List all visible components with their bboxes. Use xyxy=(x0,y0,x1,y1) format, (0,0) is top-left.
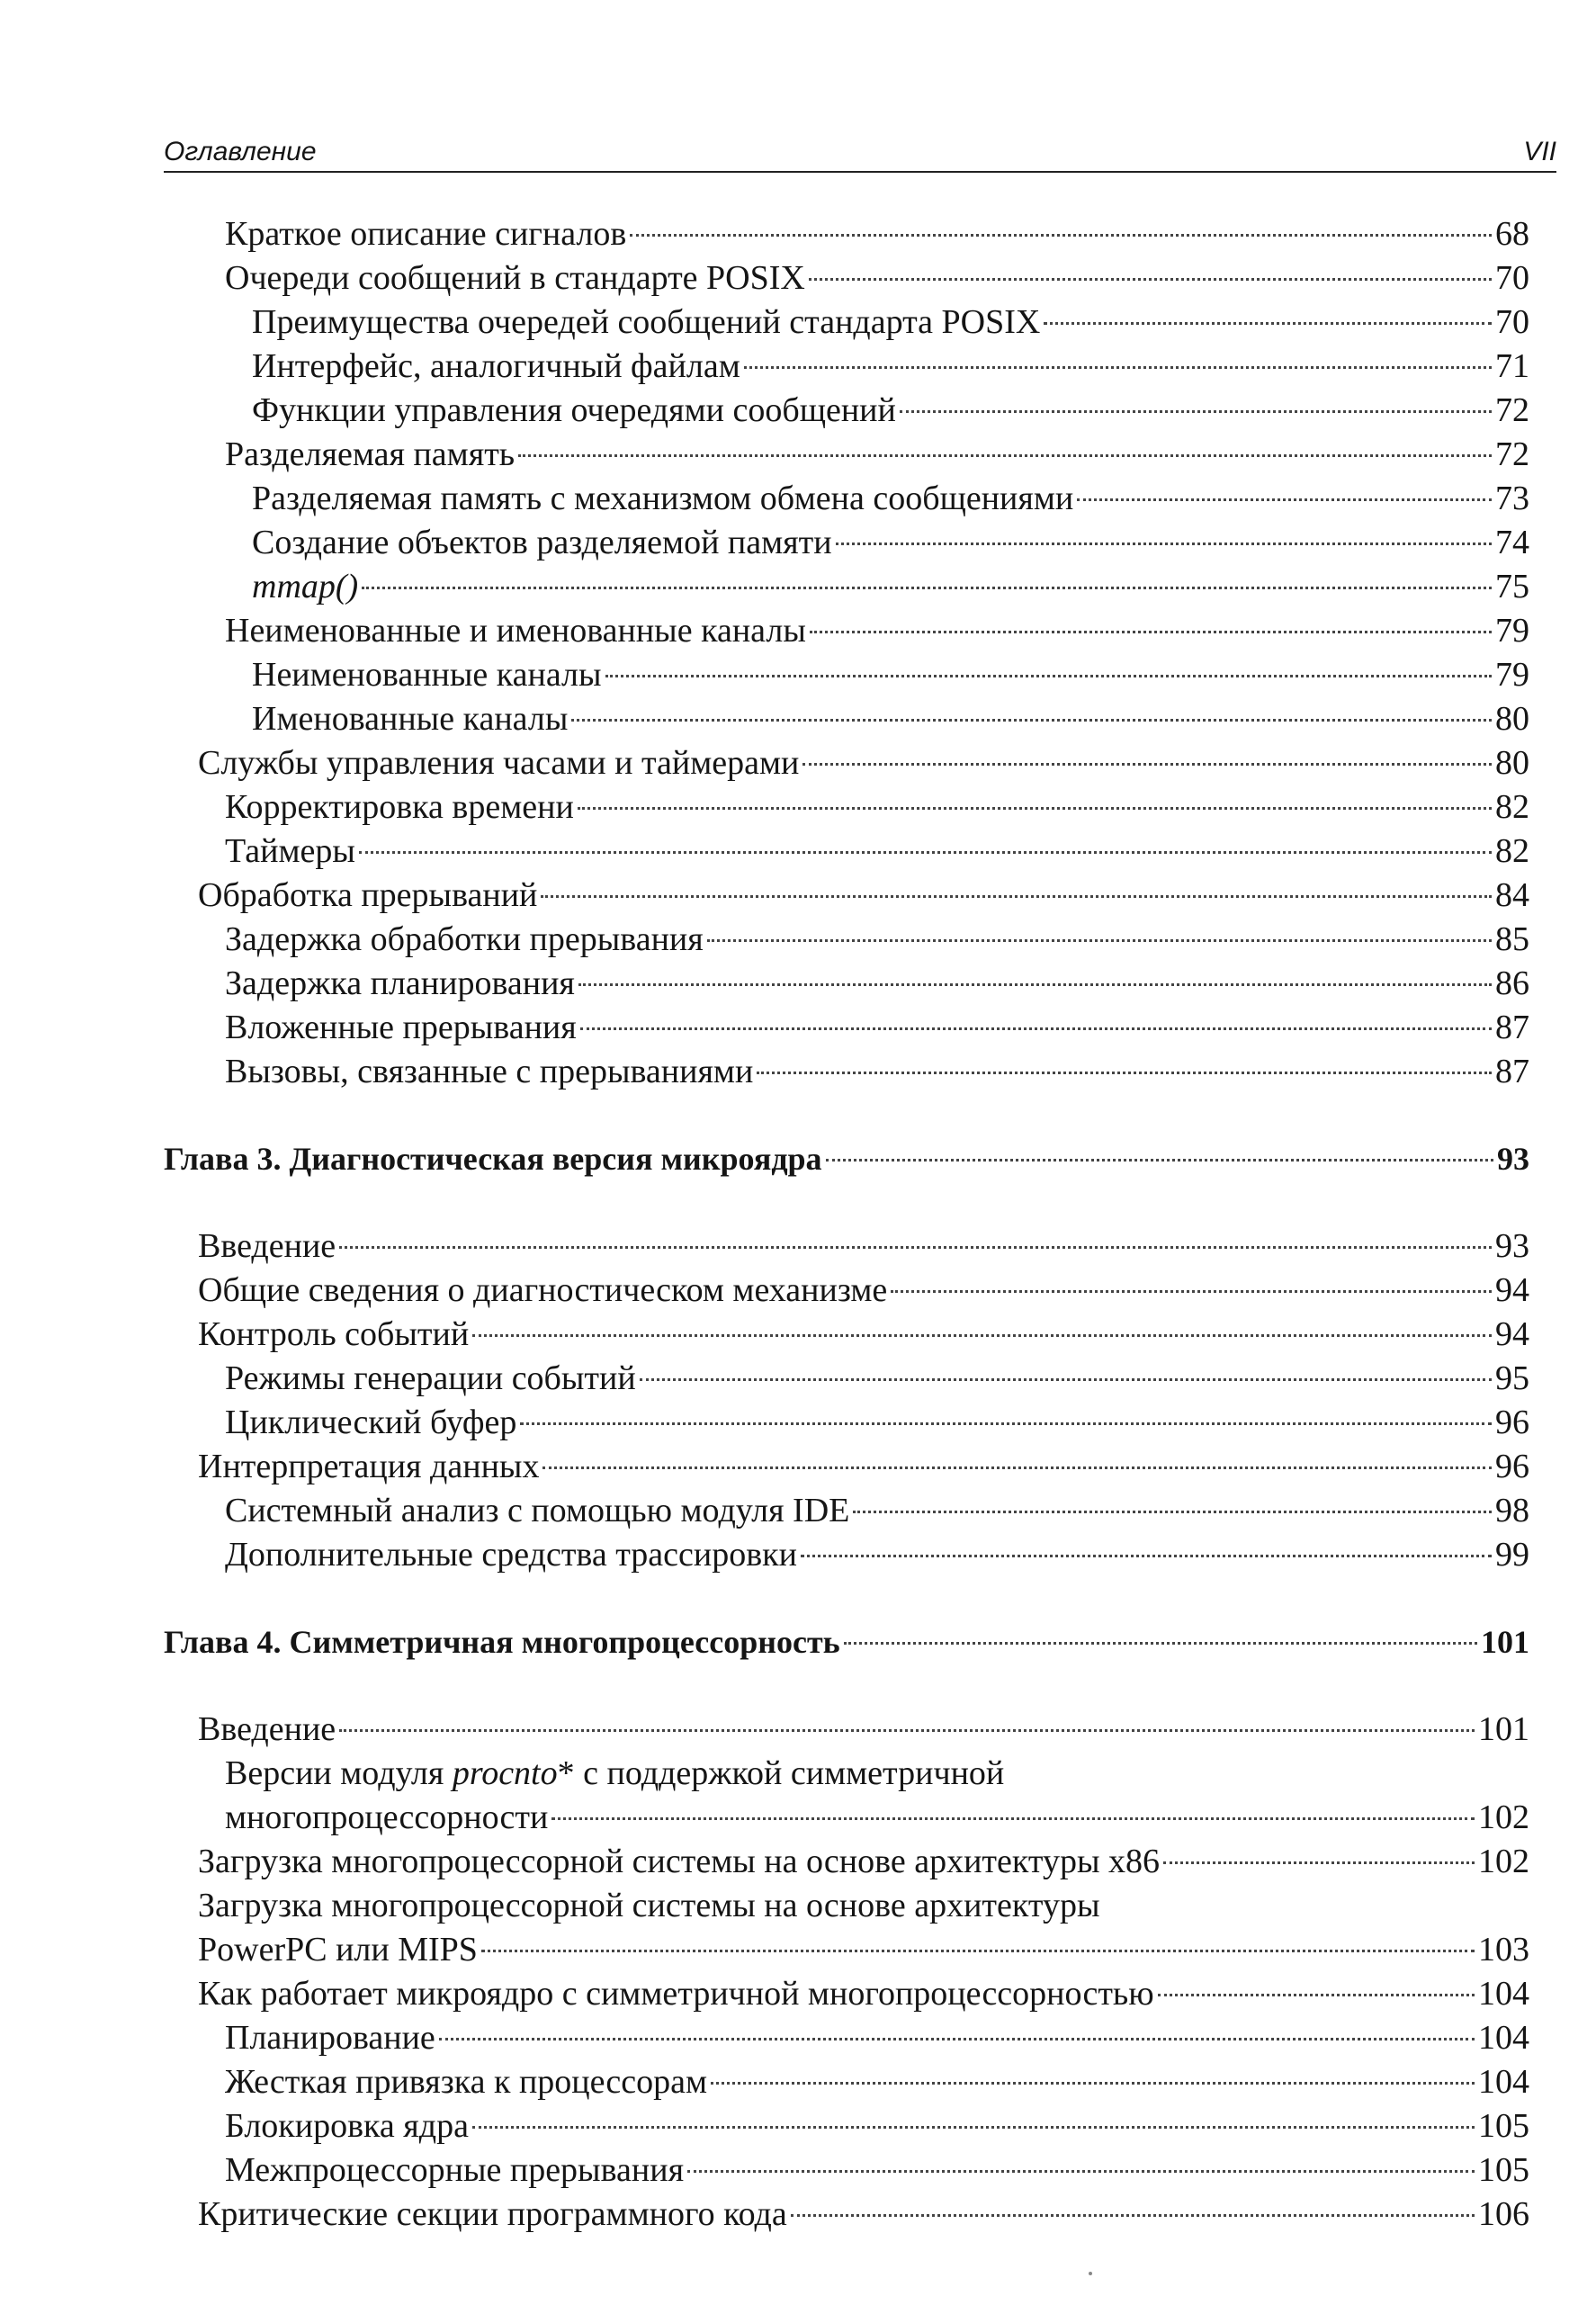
dot-leader xyxy=(711,2082,1475,2085)
toc-entry[interactable] xyxy=(164,433,1529,477)
toc-entry-line xyxy=(225,2104,1529,2148)
toc-entry-line xyxy=(252,477,1529,521)
toc-entry[interactable] xyxy=(164,477,1529,521)
toc-entry-title: Режимы генерации событий xyxy=(225,1359,636,1397)
toc-entry-title: Краткое описание сигналов xyxy=(225,215,627,253)
toc-entry-title: Глава 3. Диагностическая версия микроядра xyxy=(164,1141,822,1177)
toc-entry[interactable] xyxy=(164,874,1529,918)
toc-entry[interactable] xyxy=(164,1840,1529,1884)
toc-entry-page-number: 87 xyxy=(1495,1009,1529,1046)
toc-entry-page-number: 68 xyxy=(1495,215,1529,253)
toc-entry-line xyxy=(225,962,1529,1006)
dot-leader xyxy=(757,1072,1492,1074)
toc-entry-page-number: 70 xyxy=(1495,303,1529,341)
toc-entry-page-number: 94 xyxy=(1495,1315,1529,1353)
toc-entry[interactable] xyxy=(164,1050,1529,1094)
toc-entry-title: Глава 4. Симметричная многопроцессорность xyxy=(164,1624,840,1660)
toc-entry-title: Интерфейс, аналогичный файлам xyxy=(252,347,740,385)
toc-entry[interactable] xyxy=(164,609,1529,653)
toc-entry-line xyxy=(225,2148,1529,2193)
toc-entry-page-number: 105 xyxy=(1478,2151,1529,2189)
toc-entry[interactable] xyxy=(164,1884,1529,1972)
toc-entry[interactable] xyxy=(164,830,1529,874)
dot-leader xyxy=(571,719,1492,722)
toc-entry-page-number: 75 xyxy=(1495,568,1529,605)
dot-leader xyxy=(439,2038,1475,2040)
toc-entry-line xyxy=(198,1224,1529,1269)
toc-chapter-heading[interactable] xyxy=(164,1137,1529,1181)
dot-leader xyxy=(518,454,1492,457)
toc-entry-line xyxy=(198,741,1529,785)
toc-entry-line xyxy=(225,2016,1529,2060)
toc-entry-line xyxy=(225,1357,1529,1401)
toc-entry-line xyxy=(252,345,1529,389)
toc-entry-page-number: 95 xyxy=(1495,1359,1529,1397)
dot-leader xyxy=(826,1159,1493,1161)
toc-entry-title: Планирование xyxy=(225,2019,435,2057)
toc-entry-line xyxy=(198,1445,1529,1489)
toc-entry-page-number: 86 xyxy=(1495,964,1529,1002)
toc-entry[interactable] xyxy=(164,389,1529,433)
toc-entry[interactable] xyxy=(164,2148,1529,2193)
toc-entry-title-first-line xyxy=(225,1752,1529,1796)
toc-entry-page-number: 98 xyxy=(1495,1492,1529,1529)
toc-entry-line xyxy=(252,565,1529,609)
dot-leader xyxy=(339,1729,1475,1732)
toc-entry-line xyxy=(225,1796,1529,1840)
toc-entry-title: mmap() xyxy=(252,568,359,605)
toc-entry-line xyxy=(225,212,1529,256)
toc-entry-title: Загрузка многопроцессорной системы на основе архитектуры x86 xyxy=(198,1843,1160,1880)
toc-entry-page-number: 87 xyxy=(1495,1053,1529,1090)
toc-entry-page-number: 104 xyxy=(1478,1975,1529,2013)
toc-entry-title: Циклический буфер xyxy=(225,1404,517,1441)
dot-leader xyxy=(472,2126,1475,2129)
toc-entry-line xyxy=(225,1401,1529,1445)
toc-entry-page-number: 80 xyxy=(1495,744,1529,782)
toc-entry-title: Службы управления часами и таймерами xyxy=(198,744,800,782)
toc-entry-line xyxy=(198,1840,1529,1884)
table-of-contents xyxy=(164,212,1556,2237)
toc-entry-line xyxy=(225,1533,1529,1577)
toc-entry[interactable] xyxy=(164,521,1529,565)
toc-entry-line xyxy=(225,609,1529,653)
toc-entry[interactable] xyxy=(164,697,1529,741)
toc-entry-line xyxy=(198,1269,1529,1313)
toc-entry-title: Таймеры xyxy=(225,832,355,870)
toc-entry-title-part: Версии модуля xyxy=(225,1754,453,1792)
dot-leader xyxy=(791,2214,1475,2217)
toc-entry-line xyxy=(225,1050,1529,1094)
toc-entry-title: Вложенные прерывания xyxy=(225,1009,577,1046)
toc-entry-page-number: 79 xyxy=(1495,656,1529,694)
toc-entry-line xyxy=(252,389,1529,433)
toc-entry-title: Создание объектов разделяемой памяти xyxy=(252,524,832,561)
toc-entry-line xyxy=(198,1313,1529,1357)
toc-entry[interactable] xyxy=(164,2193,1529,2237)
toc-entry-page-number: 101 xyxy=(1481,1624,1529,1660)
dot-leader xyxy=(687,2170,1475,2173)
dot-leader xyxy=(605,675,1492,677)
toc-entry-page-number: 102 xyxy=(1478,1843,1529,1880)
toc-entry-line xyxy=(225,1006,1529,1050)
toc-entry-page-number: 80 xyxy=(1495,700,1529,738)
toc-entry-page-number: 79 xyxy=(1495,612,1529,650)
toc-entry-line xyxy=(198,2193,1529,2237)
toc-entry[interactable] xyxy=(164,918,1529,962)
dot-leader xyxy=(801,1555,1492,1557)
toc-entry-page-number: 93 xyxy=(1495,1227,1529,1265)
toc-entry-page-number: 73 xyxy=(1495,480,1529,517)
toc-entry-line xyxy=(252,653,1529,697)
toc-entry-title: Контроль событий xyxy=(198,1315,470,1353)
toc-entry[interactable] xyxy=(164,1972,1529,2016)
toc-entry[interactable] xyxy=(164,1006,1529,1050)
toc-entry-page-number: 70 xyxy=(1495,259,1529,297)
toc-entry-page-number: 106 xyxy=(1478,2195,1529,2233)
toc-entry-page-number: 94 xyxy=(1495,1271,1529,1309)
toc-entry-title: Критические секции программного кода xyxy=(198,2195,787,2233)
dot-leader xyxy=(900,410,1492,413)
toc-entry[interactable] xyxy=(164,962,1529,1006)
toc-entry-title: Общие сведения о диагностическом механизме xyxy=(198,1271,888,1309)
toc-entry-title: Неименованные каналы xyxy=(252,656,602,694)
toc-entry[interactable] xyxy=(164,1489,1529,1533)
toc-entry-title: Вызовы, связанные с прерываниями xyxy=(225,1053,754,1090)
toc-entry-page-number: 104 xyxy=(1478,2019,1529,2057)
toc-entry-page-number: 84 xyxy=(1495,876,1529,914)
toc-entry[interactable] xyxy=(164,256,1529,300)
toc-entry-page-number: 82 xyxy=(1495,788,1529,826)
toc-entry[interactable] xyxy=(164,1313,1529,1357)
toc-entry-page-number: 93 xyxy=(1497,1141,1529,1177)
toc-entry-title: Межпроцессорные прерывания xyxy=(225,2151,685,2189)
dot-leader xyxy=(1163,1861,1475,1864)
toc-entry-title: Блокировка ядра xyxy=(225,2107,469,2145)
toc-entry-page-number: 85 xyxy=(1495,920,1529,958)
toc-entry-line xyxy=(225,256,1529,300)
toc-entry-line xyxy=(225,433,1529,477)
scan-speck xyxy=(1089,2272,1092,2275)
dot-leader xyxy=(844,1642,1477,1645)
dot-leader xyxy=(520,1422,1492,1425)
toc-entry-line xyxy=(252,521,1529,565)
toc-entry-line xyxy=(225,918,1529,962)
toc-entry[interactable] xyxy=(164,653,1529,697)
toc-entry-page-number: 72 xyxy=(1495,435,1529,473)
toc-entry-title: Разделяемая память с механизмом обмена сообщениями xyxy=(252,480,1074,517)
toc-entry[interactable] xyxy=(164,2016,1529,2060)
toc-entry[interactable] xyxy=(164,1445,1529,1489)
dot-leader xyxy=(551,1817,1475,1820)
dot-leader xyxy=(541,895,1492,898)
dot-leader xyxy=(339,1246,1492,1249)
dot-leader xyxy=(1077,498,1492,501)
toc-entry-line xyxy=(252,697,1529,741)
dot-leader xyxy=(362,587,1492,589)
dot-leader xyxy=(707,939,1492,942)
toc-entry-line xyxy=(198,1972,1529,2016)
toc-entry-line xyxy=(252,300,1529,345)
toc-entry-title: Преимущества очередей сообщений стандарта POSIX xyxy=(252,303,1041,341)
dot-leader xyxy=(1044,322,1492,325)
toc-entry-line xyxy=(198,874,1529,918)
dot-leader xyxy=(630,234,1492,237)
toc-entry[interactable] xyxy=(164,1224,1529,1269)
toc-entry-title: Очереди сообщений в стандарте POSIX xyxy=(225,259,805,297)
toc-entry-title: Неименованные и именованные каналы xyxy=(225,612,806,650)
toc-entry-title-part: procnto xyxy=(452,1754,558,1792)
dot-leader xyxy=(640,1378,1492,1381)
toc-entry-page-number: 103 xyxy=(1478,1931,1529,1969)
toc-entry-title: Обработка прерываний xyxy=(198,876,538,914)
toc-entry-page-number: 82 xyxy=(1495,832,1529,870)
toc-entry-title: Интерпретация данных xyxy=(198,1448,540,1485)
toc-entry-page-number: 99 xyxy=(1495,1536,1529,1574)
toc-entry-title: Дополнительные средства трассировки xyxy=(225,1536,797,1574)
dot-leader xyxy=(359,851,1492,854)
toc-entry-line xyxy=(225,830,1529,874)
dot-leader xyxy=(802,763,1492,766)
toc-entry-title: Введение xyxy=(198,1227,336,1265)
toc-entry-page-number: 96 xyxy=(1495,1448,1529,1485)
toc-entry-page-number: 104 xyxy=(1478,2063,1529,2101)
dot-leader xyxy=(578,807,1492,810)
toc-entry[interactable] xyxy=(164,1708,1529,1752)
toc-entry[interactable] xyxy=(164,300,1529,345)
toc-entry-title: Задержка обработки прерывания xyxy=(225,920,704,958)
toc-entry-page-number: 74 xyxy=(1495,524,1529,561)
toc-list xyxy=(164,212,1556,2237)
toc-entry[interactable] xyxy=(164,1357,1529,1401)
toc-entry-title: многопроцессорности xyxy=(225,1798,549,1836)
toc-entry-page-number: 71 xyxy=(1495,347,1529,385)
dot-leader xyxy=(810,631,1492,633)
toc-entry-title: PowerPC или MIPS xyxy=(198,1931,478,1969)
toc-entry-title: Как работает микроядро с симметричной многопроцессорностью xyxy=(198,1975,1154,2013)
toc-entry-title: Именованные каналы xyxy=(252,700,569,738)
toc-entry[interactable] xyxy=(164,741,1529,785)
dot-leader xyxy=(836,543,1492,545)
toc-entry[interactable] xyxy=(164,212,1529,256)
toc-entry-title-first-line: Загрузка многопроцессорной системы на основе архитектуры xyxy=(198,1887,1100,1924)
dot-leader xyxy=(472,1334,1492,1337)
toc-entry-page-number: 96 xyxy=(1495,1404,1529,1441)
toc-entry-page-number: 101 xyxy=(1478,1710,1529,1748)
running-head-page-number: VII xyxy=(1523,137,1556,166)
dot-leader xyxy=(578,983,1492,986)
running-head-title: Оглавление xyxy=(164,137,317,166)
dot-leader xyxy=(853,1511,1492,1513)
toc-entry[interactable] xyxy=(164,345,1529,389)
toc-entry[interactable] xyxy=(164,1752,1529,1840)
toc-entry-line xyxy=(225,1489,1529,1533)
toc-entry[interactable] xyxy=(164,785,1529,830)
toc-entry-line xyxy=(198,1928,1529,1972)
toc-entry[interactable] xyxy=(164,1401,1529,1445)
toc-entry-line xyxy=(164,1137,1529,1181)
toc-entry-page-number: 72 xyxy=(1495,391,1529,429)
toc-entry-title: Разделяемая память xyxy=(225,435,516,473)
toc-entry-title: Введение xyxy=(198,1710,336,1748)
toc-entry-title-part: * с поддержкой симметричной xyxy=(557,1754,1005,1792)
toc-entry-line xyxy=(198,1708,1529,1752)
toc-entry-line xyxy=(225,785,1529,830)
toc-entry[interactable] xyxy=(164,565,1529,609)
toc-entry-page-number: 102 xyxy=(1478,1798,1529,1836)
toc-entry[interactable] xyxy=(164,2104,1529,2148)
toc-chapter-heading[interactable] xyxy=(164,1620,1529,1664)
dot-leader xyxy=(542,1466,1492,1469)
dot-leader xyxy=(891,1290,1492,1293)
dot-leader xyxy=(580,1027,1492,1030)
toc-entry[interactable] xyxy=(164,1533,1529,1577)
toc-entry-line xyxy=(225,2060,1529,2104)
toc-entry-title: Корректировка времени xyxy=(225,788,574,826)
toc-entry[interactable] xyxy=(164,2060,1529,2104)
dot-leader xyxy=(744,366,1492,369)
toc-entry-title: Задержка планирования xyxy=(225,964,575,1002)
toc-entry-title: Функции управления очередями сообщений xyxy=(252,391,896,429)
dot-leader xyxy=(809,278,1492,281)
toc-entry-page-number: 105 xyxy=(1478,2107,1529,2145)
dot-leader xyxy=(1158,1994,1475,1996)
toc-entry-title: Жесткая привязка к процессорам xyxy=(225,2063,708,2101)
toc-entry[interactable] xyxy=(164,1269,1529,1313)
toc-entry-line xyxy=(164,1620,1529,1664)
dot-leader xyxy=(481,1950,1475,1952)
running-head xyxy=(164,126,1556,173)
toc-entry-title: Системный анализ с помощью модуля IDE xyxy=(225,1492,850,1529)
